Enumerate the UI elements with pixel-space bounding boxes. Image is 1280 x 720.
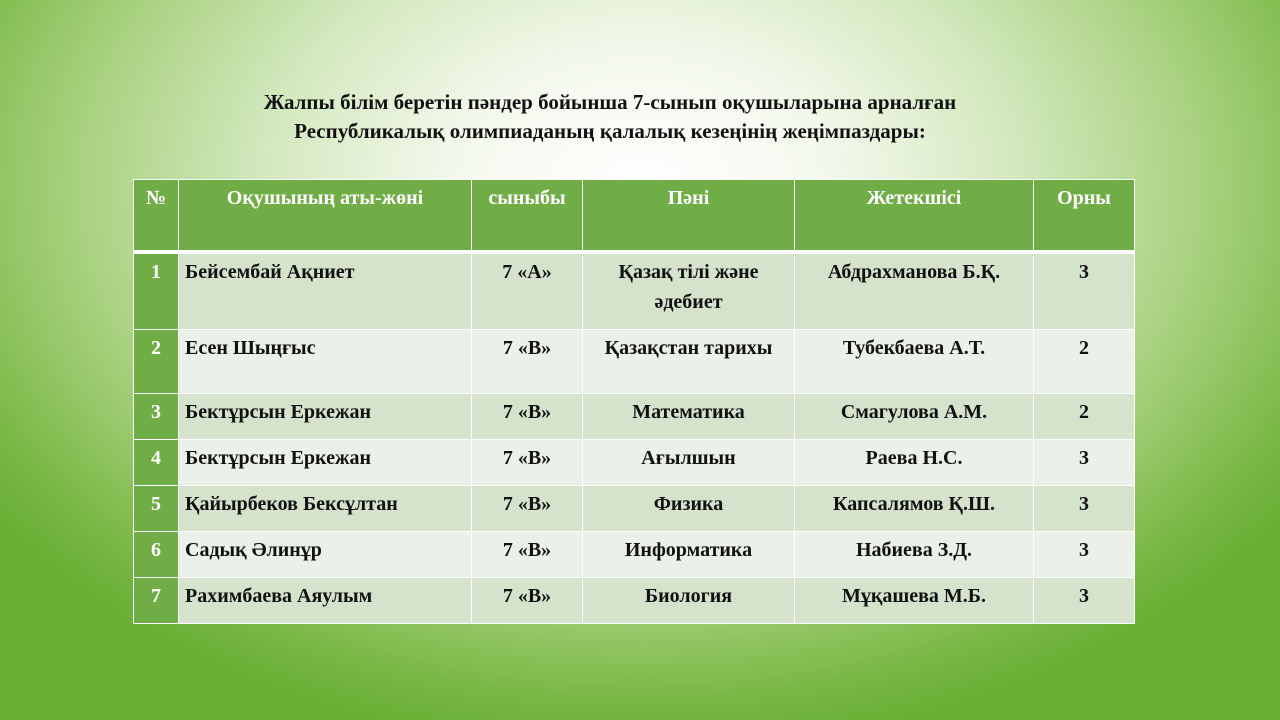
student-class: 7 «В»: [472, 330, 583, 394]
table-row: [134, 252, 1135, 330]
title-line-1: Жалпы білім беретін пәндер бойынша 7-сынып оқушыларына арналған: [263, 90, 957, 114]
student-class: 7 «В»: [472, 440, 583, 486]
table-row: [134, 486, 1135, 532]
student-name: Бектұрсын Еркежан: [179, 394, 472, 440]
header-subject: Пәні: [583, 180, 795, 253]
student-class: 7 «В»: [472, 532, 583, 578]
subject: Қазақ тілі және әдебиет: [583, 252, 795, 330]
student-name: Қайырбеков Бексұлтан: [179, 486, 472, 532]
row-num: 7: [134, 578, 179, 624]
header-class: сыныбы: [472, 180, 583, 253]
row-num: 1: [134, 252, 179, 330]
header-name: Оқушының аты-жөні: [179, 180, 472, 253]
row-num: 6: [134, 532, 179, 578]
teacher: Капсалямов Қ.Ш.: [795, 486, 1034, 532]
row-num: 5: [134, 486, 179, 532]
table-header-row: [134, 180, 1135, 253]
winners-table: [133, 179, 1135, 624]
place: 2: [1034, 394, 1135, 440]
teacher: Набиева З.Д.: [795, 532, 1034, 578]
place: 3: [1034, 440, 1135, 486]
student-name: Рахимбаева Аяулым: [179, 578, 472, 624]
student-name: Бейсембай Ақниет: [179, 252, 472, 330]
place: 3: [1034, 578, 1135, 624]
slide-title: [120, 88, 1100, 146]
subject: Физика: [583, 486, 795, 532]
table-row: [134, 532, 1135, 578]
table-row: [134, 440, 1135, 486]
place: 2: [1034, 330, 1135, 394]
student-class: 7 «А»: [472, 252, 583, 330]
row-num: 3: [134, 394, 179, 440]
place: 3: [1034, 486, 1135, 532]
header-teacher: Жетекшісі: [795, 180, 1034, 253]
subject: Қазақстан тарихы: [583, 330, 795, 394]
teacher: Смагулова А.М.: [795, 394, 1034, 440]
row-num: 4: [134, 440, 179, 486]
header-place: Орны: [1034, 180, 1135, 253]
student-name: Есен Шыңғыс: [179, 330, 472, 394]
student-name: Бектұрсын Еркежан: [179, 440, 472, 486]
table-row: [134, 394, 1135, 440]
subject: Математика: [583, 394, 795, 440]
student-class: 7 «В»: [472, 578, 583, 624]
place: 3: [1034, 532, 1135, 578]
student-class: 7 «В»: [472, 394, 583, 440]
table-row: [134, 578, 1135, 624]
subject: Ағылшын: [583, 440, 795, 486]
student-name: Садық Әлинұр: [179, 532, 472, 578]
table-row: [134, 330, 1135, 394]
student-class: 7 «В»: [472, 486, 583, 532]
teacher: Раева Н.С.: [795, 440, 1034, 486]
place: 3: [1034, 252, 1135, 330]
title-line-2: Республикалық олимпиаданың қалалық кезеңінің жеңімпаздары:: [294, 119, 926, 143]
header-num: №: [134, 180, 179, 253]
subject: Биология: [583, 578, 795, 624]
teacher: Мұқашева М.Б.: [795, 578, 1034, 624]
teacher: Абдрахманова Б.Қ.: [795, 252, 1034, 330]
teacher: Тубекбаева А.Т.: [795, 330, 1034, 394]
row-num: 2: [134, 330, 179, 394]
subject: Информатика: [583, 532, 795, 578]
